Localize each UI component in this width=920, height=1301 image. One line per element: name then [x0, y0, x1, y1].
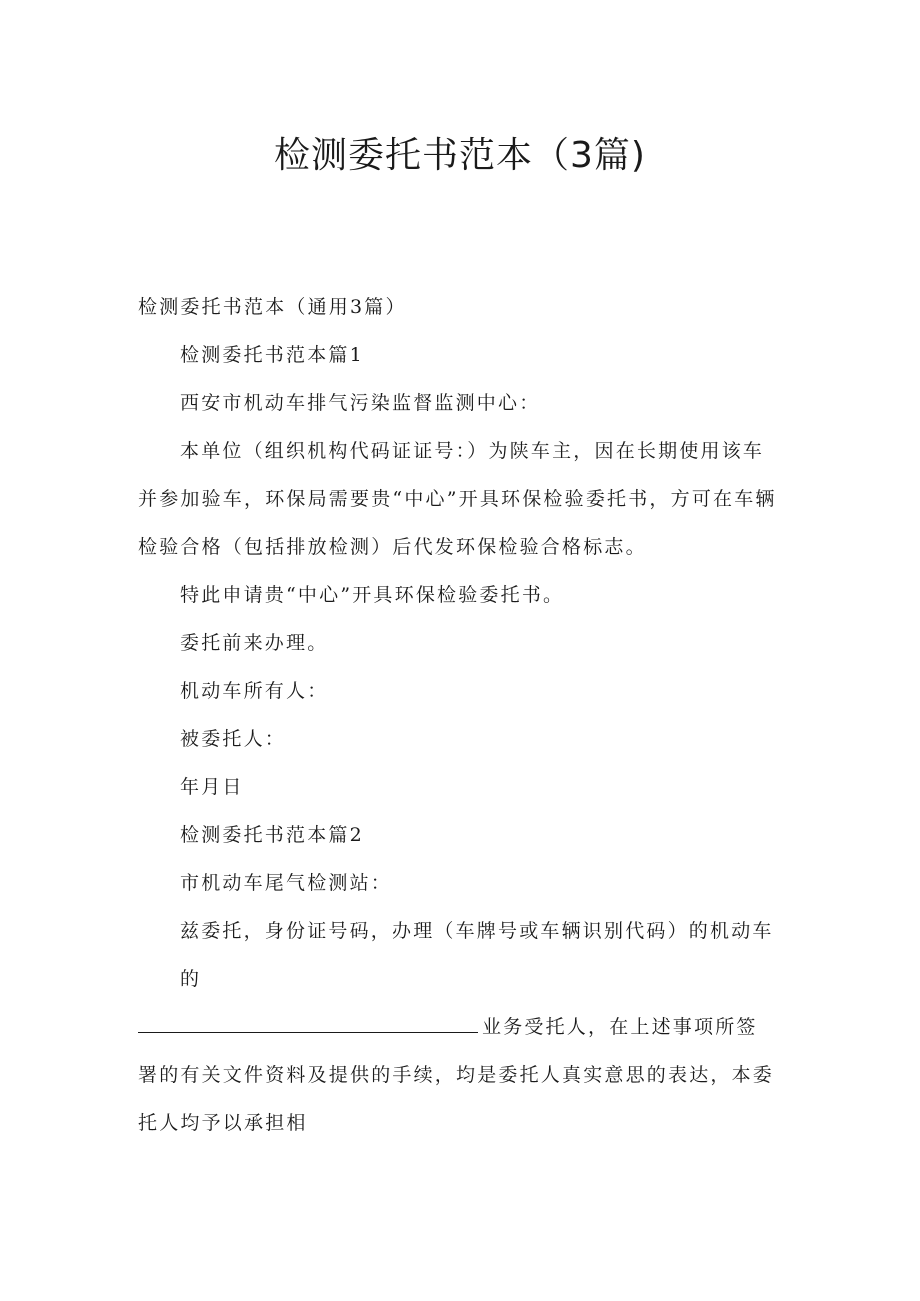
document-subtitle: 检测委托书范本（通用3篇） [138, 296, 407, 318]
addressee-1: 西安市机动车排气污染监督监测中心： [180, 392, 541, 414]
paragraph-authorization: 兹委托，身份证号码，办理（车牌号或车辆识别代码）的机动车的 [180, 920, 774, 990]
paragraph-delegate: 委托前来办理。 [180, 632, 329, 654]
trustee-line: 被委托人： [180, 728, 287, 750]
paragraph-request: 特此申请贵“中心”开具环保检验委托书。 [180, 584, 565, 606]
document-body [138, 283, 778, 1147]
section-heading-1: 检测委托书范本篇1 [180, 344, 364, 366]
document-title: 检测委托书范本（3篇) [274, 135, 646, 176]
date-line: 年月日 [180, 776, 244, 798]
section-heading-2: 检测委托书范本篇2 [180, 824, 364, 846]
addressee-2: 市机动车尾气检测站： [180, 872, 393, 894]
fill-in-blank [138, 1032, 478, 1033]
vehicle-owner-line: 机动车所有人： [180, 680, 329, 702]
paragraph-body-1: 本单位（组织机构代码证证号：）为陕车主，因在长期使用该车并参加验车，环保局需要贵“中心”开具环保检验委托书，方可在车辆检验合格（包括排放检测）后代发环保检验合格标志。 [138, 440, 777, 558]
paragraph-business-text: 业务受托人，在上述事项所签署的有关文件资料及提供的手续，均是委托人真实意思的表达，本委托人均予以承担相 [138, 1016, 775, 1134]
paragraph-business [138, 1003, 778, 1147]
